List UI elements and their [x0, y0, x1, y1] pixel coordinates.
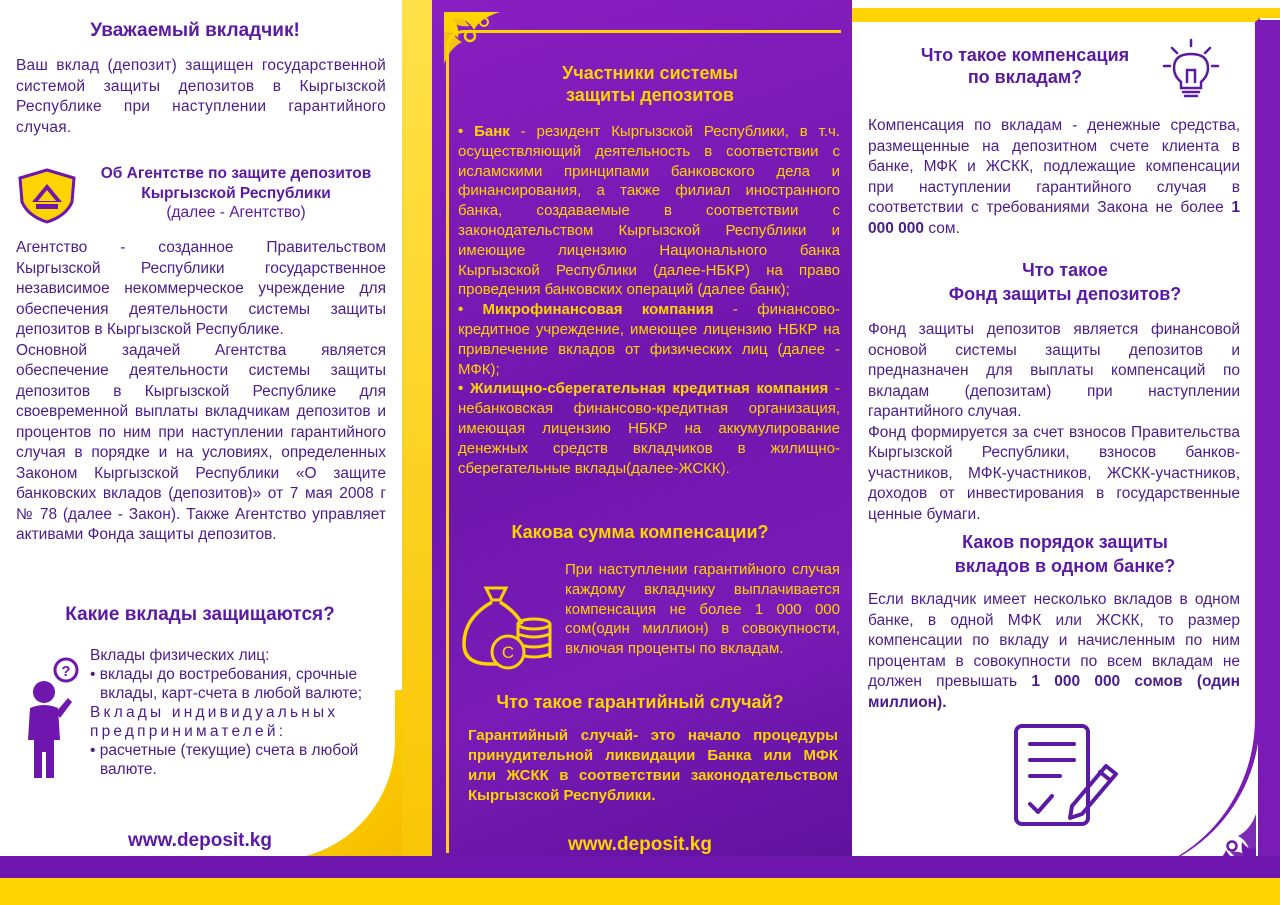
participants-list: [458, 122, 840, 478]
protected-deposits-list: [90, 646, 390, 779]
protection-title-line2: вкладов в одном банке?: [954, 556, 1176, 576]
list-item: • вклады до востребования, срочные: [90, 666, 358, 683]
ornament-icon: [1196, 806, 1260, 872]
greeting-title: Уважаемый вкладчик!: [90, 20, 300, 41]
compensation-definition-text: [868, 116, 1240, 239]
list-item: валюте.: [100, 761, 157, 778]
guarantee-case-title: Что такое гарантийный случай?: [496, 692, 784, 712]
agency-paragraph-1: Агентство - созданное Правительством Кыргызской Республики государственное независимое некоммерческое учреждение для обеспечения деятельности системы защиты депозитов в Кыргызской Республике.: [16, 239, 386, 338]
intro-paragraph: Ваш вклад (депозит) защищен государственной системой защиты депозитов в Кыргызской Республике при наступлении гарантийного случая.: [16, 57, 386, 136]
protection-title-line1: Каков порядок защиты: [962, 532, 1168, 552]
money-bag-coins-icon: [456, 578, 556, 672]
fund-paragraph-1: Фонд защиты депозитов является финансовой основой системы защиты депозитов и предназначен для выплаты компенсаций по вкладам (депозитам) при наступлении гарантийного случая.: [868, 321, 1240, 420]
svg-text:С: С: [501, 643, 515, 662]
participants-title-line1: Участники системы: [562, 63, 738, 83]
agency-heading: [86, 164, 386, 223]
list-item-zhskk: [458, 379, 840, 478]
person-question-icon: [22, 656, 84, 780]
document-pen-icon: [1010, 722, 1122, 830]
protection-main-text: Если вкладчик имеет несколько вкладов в одном банке, в одной МФК или ЖСКК, то размер компенсации по вкладу и начисленным по ним процентам в совокупности по всем вкладам не должен превышать: [868, 591, 1240, 690]
lightbulb-icon: [1160, 36, 1222, 102]
agency-heading-line3: (далее - Агентство): [166, 204, 306, 221]
participants-title: [510, 62, 790, 106]
mfk-text: - финансово-кредитное учреждение, имеющее лицензию НБКР на привлечение вкладов от физических лиц (далее - МФК);: [458, 301, 841, 378]
bank-text: - резидент Кыргызской Республики, в т.ч. осуществляющий деятельность в соответствии с исламскими принципами банковского дела и финансирования, а также филиал иностранного банка, создаваемые в соответствии с законодательством Кыргызской Республики и имеющие лицензию Национального банка Кыргызской Республики (далее-НБКР) на право проведения банковских операций (далее банк);: [458, 123, 840, 299]
website-link-middle[interactable]: www.deposit.kg: [568, 834, 712, 855]
protected-deposits-title: Какие вклады защищаются?: [65, 604, 335, 625]
list-item: вклады, карт-счета в любой валюте;: [100, 685, 363, 702]
compensation-definition-main: Компенсация по вкладам - денежные средства, размещенные на депозитном счете клиента в банке, МФК и ЖСКК, подлежащие компенсации при наступлении гарантийного случая в соответствии с требованиями Закона не более: [868, 117, 1240, 216]
compensation-currency: сом.: [924, 219, 960, 237]
mfk-label: • Микрофинансовая компания: [458, 301, 714, 319]
participants-title-line2: защиты депозитов: [566, 85, 734, 105]
fund-paragraph-2: Фонд формируется за счет взносов Правительства Кыргызской Республики, взносов банков-участников, МФК-участников, ЖСКК-участников, доходов от инвестирования в государственные ценные бумаги.: [868, 423, 1240, 523]
zhskk-label: • Жилищно-сберегательная кредитная компания: [458, 380, 829, 398]
compensation-limit: 1 000 000: [868, 199, 1240, 237]
compensation-amount-text: При наступлении гарантийного случая каждому вкладчику выплачивается компенсация не более 1 000 000 сом(один миллион) в совокупности, включая проценты по вкладам.: [565, 561, 840, 658]
agency-heading-line1: Об Агентстве по защите депозитов: [100, 165, 372, 182]
svg-text:?: ?: [61, 663, 71, 680]
compensation-title-line2: по вкладам?: [967, 67, 1083, 87]
list-item-bank: [458, 122, 840, 300]
fund-title-line2: Фонд защиты депозитов?: [948, 284, 1182, 304]
compensation-definition-title: [890, 44, 1160, 88]
list-item: Вклады индивидуальных предпринимателей:: [90, 704, 339, 740]
list-item: Вклады физических лиц:: [90, 647, 270, 664]
right-purple-edge: [1258, 20, 1280, 880]
ornament-icon: [440, 8, 508, 68]
bank-label: • Банк: [458, 123, 510, 140]
agency-heading-line2: Кыргызской Республики: [141, 184, 331, 202]
fund-title-line1: Что такое: [1022, 260, 1108, 280]
top-yellow-line: [852, 8, 1280, 18]
shield-logo-icon: [16, 168, 78, 224]
fund-definition-text: [868, 320, 1240, 525]
compensation-amount-title: Какова сумма компенсации?: [511, 522, 769, 542]
yellow-divider-strip: [402, 0, 432, 905]
list-item: • расчетные (текущие) счета в любой: [90, 742, 359, 759]
single-bank-protection-title: [880, 530, 1250, 578]
protection-limit: 1 000 000 сомов (один миллион).: [868, 673, 1240, 711]
list-item-mfk: [458, 300, 840, 379]
bottom-yellow-band: [0, 878, 1280, 905]
website-link-left[interactable]: www.deposit.kg: [128, 830, 272, 851]
compensation-title-line1: Что такое компенсация: [920, 45, 1130, 65]
bottom-purple-band: [0, 856, 1280, 878]
single-bank-protection-text: [868, 590, 1240, 713]
zhskk-text: - небанковская финансово-кредитная организация, имеющая лицензию НБКР на аккумулирование денежных средств вкладчиков в жилищно-сберегательные вклады(далее-ЖСКК).: [458, 380, 840, 477]
agency-description: [16, 238, 386, 546]
guarantee-case-text: Гарантийный случай- это начало процедуры принудительной ликвидации Банка или МФК или ЖСКК в соответствии законодательством Кыргызской Республики.: [468, 727, 838, 804]
agency-paragraph-2: Основной задачей Агентства является обеспечение деятельности системы защиты депозитов в Кыргызской Республике для своевременной выплаты вкладчикам депозитов и процентов по ним при наступлении гарантийного случая в порядке и на условиях, определенных Законом Кыргызской Республики «О защите банковских вкладов (депозитов)» от 7 мая 2008 г № 78 (далее - Закон). Также Агентство управляет активами Фонда защиты депозитов.: [16, 341, 386, 543]
fund-definition-title: [900, 258, 1230, 306]
